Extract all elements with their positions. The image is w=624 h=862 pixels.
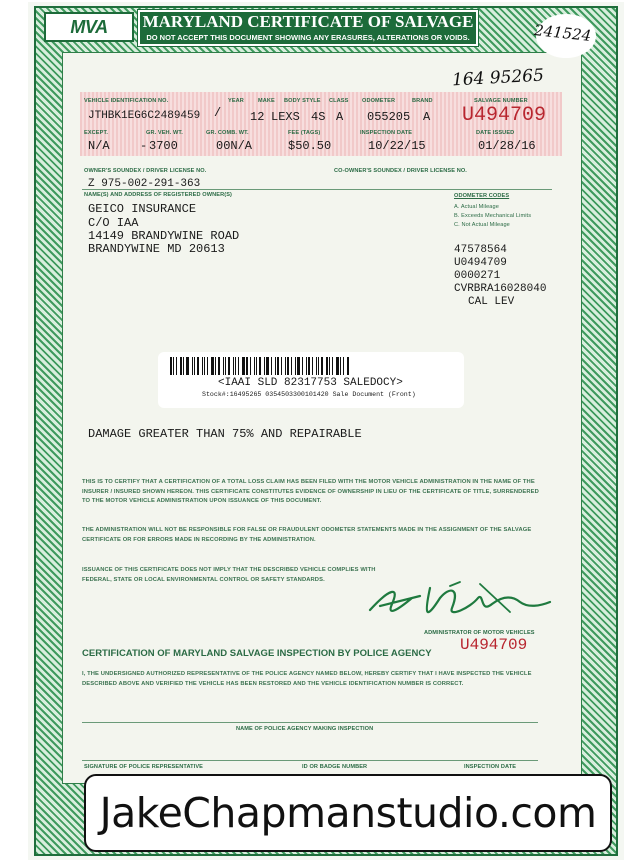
title-banner — [138, 10, 478, 46]
barcode-bar — [308, 357, 310, 375]
barcode-bar — [176, 357, 177, 375]
handwritten-corner-note: 241524 — [533, 21, 593, 45]
barcode-bar — [312, 357, 313, 375]
side-code-1: 47578564 — [454, 244, 507, 256]
vin-value: JTHBK1EG6C2489459 — [88, 110, 201, 122]
body-style-value: 4S — [311, 110, 326, 124]
barcode-bar — [332, 357, 333, 375]
label-date-issued: DATE ISSUED — [476, 130, 515, 136]
barcode-bar — [266, 357, 269, 375]
barcode-bar — [326, 357, 328, 375]
label-gr-comb-wt: GR. COMB. WT. — [206, 130, 249, 136]
barcode-bar — [321, 357, 323, 375]
barcode-bar — [225, 357, 226, 375]
barcode-bar — [233, 357, 234, 375]
administrator-label: ADMINISTRATOR OF MOTOR VEHICLES — [424, 630, 535, 636]
barcode-bar — [347, 357, 349, 375]
weight-dash: - — [140, 139, 148, 153]
agency-label: NAME OF POLICE AGENCY MAKING INSPECTION — [236, 726, 374, 732]
label-gr-veh-wt: GR. VEH. WT. — [146, 130, 183, 136]
barcode-bar — [329, 357, 330, 375]
label-exception: EXCEPT. — [84, 130, 109, 136]
owner-address-line-1: GEICO INSURANCE — [88, 202, 197, 216]
signature-rule — [82, 760, 538, 761]
barcode-bar — [186, 357, 189, 375]
watermark-banner — [84, 774, 612, 852]
odometer-disclaimer: THE ADMINISTRATION WILL NOT BE RESPONSIBLE FOR FALSE OR FRAUDULENT ODOMETER STATEMENTS MADE IN THE ASSIGNMENT OF THE SALVAGE CERTIFICATE OR FOR ERRORS MADE IN RECORDING BY THE ADMINISTRATION. — [82, 527, 532, 543]
label-inspection-date: INSPECTION DATE — [360, 130, 413, 136]
barcode-bar — [204, 357, 205, 375]
barcode-bar — [173, 357, 174, 375]
issuance-disclaimer: ISSUANCE OF THIS CERTIFICATE DOES NOT IMPLY THAT THE DESCRIBED VEHICLE COMPLIES WITH FEDERAL, STATE OR LOCAL ENVIRONMENTAL CONTROL OR SAFETY STANDARDS. — [82, 567, 376, 583]
label-fee: FEE (TAGS) — [288, 130, 321, 136]
barcode-bar — [306, 357, 307, 375]
owner-address-line-3: 14149 BRANDYWINE ROAD — [88, 229, 240, 243]
barcode-bar — [238, 357, 239, 375]
barcode-bar — [235, 357, 236, 375]
barcode-line-1: <IAAI SLD 82317753 SALEDOCY> — [218, 377, 403, 389]
barcode — [170, 357, 370, 375]
agency-rule — [82, 722, 538, 723]
watermark-text: JakeChapmanstudio.com — [99, 789, 597, 837]
class-value: A — [336, 110, 344, 124]
barcode-bar — [194, 357, 195, 375]
make-value: LEXS — [271, 110, 300, 124]
barcode-bar — [211, 357, 214, 375]
barcode-bar — [285, 357, 286, 375]
year-value: 12 — [250, 110, 265, 124]
police-heading: CERTIFICATION OF MARYLAND SALVAGE INSPECTION BY POLICE AGENCY — [82, 648, 432, 659]
side-code-4: CVRBRA16028040 — [454, 283, 547, 295]
side-code-5: CAL LEV — [468, 296, 515, 308]
vin-tick-mark: / — [214, 106, 222, 120]
barcode-line-2: Stock#:16495265 0354503300101420 Sale Document (Front) — [202, 391, 416, 398]
barcode-bar — [215, 357, 216, 375]
odometer-code-b: B. Exceeds Mechanical Limits — [454, 213, 532, 219]
certify-paragraph: THIS IS TO CERTIFY THAT A CERTIFICATION OF A TOTAL LOSS CLAIM HAS BEEN FILED WITH THE MOTOR VEHICLE ADMINISTRATION IN THE NAME OF THE INSURER / INSURED SHOWN HEREON. THIS CERTIFICATE CONSTITUTES EVIDENCE OF OWNERSHIP IN LIEU OF THE CERTIFICATE OF TITLE, SURRENDERED TO THE MOTOR VEHICLE ADMINISTRATION UPON ISSUANCE OF THIS DOCUMENT. — [82, 479, 539, 504]
exception-value: N/A — [88, 139, 110, 153]
barcode-bar — [277, 357, 279, 375]
label-co-owner-soundex: CO-OWNER'S SOUNDEX / DRIVER LICENSE NO. — [334, 168, 467, 174]
fee-value: $50.50 — [288, 139, 332, 153]
barcode-bar — [202, 357, 203, 375]
odometer-code-a: A. Actual Mileage — [454, 204, 499, 210]
barcode-bar — [254, 357, 255, 375]
barcode-bar — [170, 357, 172, 375]
label-body-style: BODY STYLE — [284, 98, 321, 104]
barcode-bar — [340, 357, 341, 375]
barcode-bar — [259, 357, 261, 375]
mva-logo — [44, 12, 134, 42]
administrator-signature — [360, 568, 560, 638]
barcode-bar — [242, 357, 245, 375]
barcode-bar — [316, 357, 317, 375]
inspection-date-value: 10/22/15 — [368, 139, 426, 153]
label-salvage-number: SALVAGE NUMBER — [474, 98, 528, 104]
barcode-bar — [336, 357, 339, 375]
label-brand: BRAND — [412, 98, 433, 104]
side-code-3: 0000271 — [454, 270, 501, 282]
barcode-bar — [291, 357, 292, 375]
owner-soundex-value: Z 975-002-291-363 — [88, 178, 201, 190]
police-section-number: U494709 — [460, 636, 528, 654]
label-odometer: ODOMETER — [362, 98, 396, 104]
handwritten-number: 164 95265 — [451, 65, 545, 91]
document-title: MARYLAND CERTIFICATE OF SALVAGE — [142, 12, 474, 31]
barcode-bar — [343, 357, 344, 375]
owner-address-line-4: BRANDYWINE MD 20613 — [88, 242, 225, 256]
police-statement: I, THE UNDERSIGNED AUTHORIZED REPRESENTATIVE OF THE POLICE AGENCY NAMED BELOW, HEREBY CERTIFY THAT I HAVE INSPECTED THE VEHICLE DESCRIBED ABOVE AND VERIFIED THE VEHICLE HAS BEEN RESTORED AND THE VEHICLE IDENTIFICATION NUMBER IS CORRECT. — [82, 671, 532, 687]
owner-rule — [82, 189, 552, 190]
barcode-bar — [207, 357, 208, 375]
damage-statement: DAMAGE GREATER THAN 75% AND REPAIRABLE — [88, 427, 362, 441]
side-code-2: U0494709 — [454, 257, 507, 269]
odometer-codes-heading: ODOMETER CODES — [454, 193, 510, 199]
gr-veh-wt-value: 3700 — [149, 139, 178, 153]
label-year: YEAR — [228, 98, 244, 104]
odometer-code-c: C. Not Actual Mileage — [454, 222, 510, 228]
date-issued-value: 01/28/16 — [478, 139, 536, 153]
barcode-bar — [197, 357, 199, 375]
barcode-bar — [297, 357, 300, 375]
label-owner-name-address: NAME(S) AND ADDRESS OF REGISTERED OWNER(S) — [84, 192, 232, 198]
barcode-bar — [246, 357, 248, 375]
badge-number-label: ID OR BADGE NUMBER — [302, 764, 368, 770]
odometer-value: 055205 — [367, 110, 411, 124]
inspection-date-label: INSPECTION DATE — [464, 764, 517, 770]
barcode-bar — [218, 357, 220, 375]
barcode-bar — [192, 357, 193, 375]
warning-text: DO NOT ACCEPT THIS DOCUMENT SHOWING ANY ERASURES, ALTERATIONS OR VOIDS. — [146, 33, 470, 42]
label-make: MAKE — [258, 98, 275, 104]
label-owner-soundex: OWNER'S SOUNDEX / DRIVER LICENSE NO. — [84, 168, 207, 174]
barcode-bar — [275, 357, 276, 375]
gr-comb-wt-value: 00N/A — [216, 139, 253, 153]
barcode-bar — [183, 357, 184, 375]
label-class: CLASS — [329, 98, 349, 104]
barcode-bar — [228, 357, 230, 375]
salvage-number-value: U494709 — [462, 104, 547, 127]
mva-logo-text: MVA — [70, 16, 108, 37]
police-signature-label: SIGNATURE OF POLICE REPRESENTATIVE — [84, 764, 204, 770]
barcode-bar — [250, 357, 251, 375]
barcode-bar — [302, 357, 303, 375]
barcode-bar — [223, 357, 224, 375]
owner-address-line-2: C/O IAA — [88, 216, 139, 230]
barcode-bar — [180, 357, 182, 375]
barcode-bar — [264, 357, 265, 375]
barcode-bar — [287, 357, 289, 375]
barcode-bar — [271, 357, 272, 375]
barcode-bar — [318, 357, 319, 375]
label-vin: VEHICLE IDENTIFICATION NO. — [84, 98, 169, 104]
barcode-bar — [295, 357, 296, 375]
barcode-bar — [256, 357, 257, 375]
barcode-bar — [281, 357, 282, 375]
brand-value: A — [423, 110, 431, 124]
